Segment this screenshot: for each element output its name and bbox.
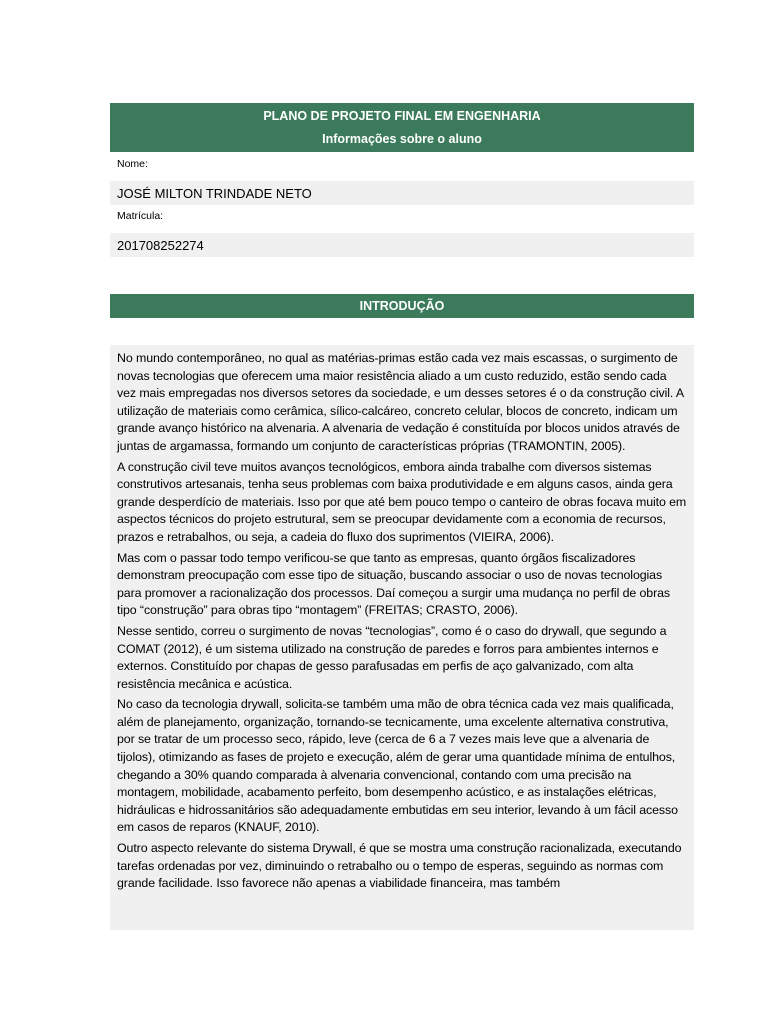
matricula-field <box>110 233 694 257</box>
name-value: JOSÉ MILTON TRINDADE NETO <box>117 186 312 201</box>
intro-paragraph: No caso da tecnologia drywall, solicita-se também uma mão de obra técnica cada vez mais qualificada, além de planejamento, organização, tornando-se tecnicamente, uma excelente alternativa construtiva, por se tratar de um processo seco, rápido, leve (cerca de 6 a 7 vezes mais leve que a alvenaria de tijolos), otimizando as fases de projeto e execução, além de gerar uma quantidade mínima de entulhos, chegando a 30% quando comparada à alvenaria convencional, contando com uma precisão na montagem, mobilidade, acabamento perfeito, bom desempenho acústico, e as instalações elétricas, hidráulicas e hidrossanitários são adequadamente embutidas em seu interior, levando à um fácil acesso em casos de reparos (KNAUF, 2010). <box>117 697 678 835</box>
introduction-body <box>110 345 694 930</box>
matricula-value: 201708252274 <box>117 238 204 253</box>
section-subtitle: Informações sobre o aluno <box>322 132 482 146</box>
intro-paragraph: A construção civil teve muitos avanços tecnológicos, embora ainda trabalhe com diversos sistemas construtivos artesanais, tenha seus problemas com baixa produtividade e em alguns casos, ainda gera grande desperdício de materiais. Isso por que até bem pouco tempo o canteiro de obras focava muito em aspectos técnicos do projeto estrutural, sem se preocupar devidamente com a economia de recursos, prazos e retrabalhos, ou seja, a cadeia do fluxo dos suprimentos (VIEIRA, 2006). <box>117 459 687 544</box>
document-title: PLANO DE PROJETO FINAL EM ENGENHARIA <box>263 109 541 123</box>
intro-paragraph: Outro aspecto relevante do sistema Drywall, é que se mostra uma construção racionalizada, executando tarefas ordenadas por vez, diminuindo o retrabalho ou o tempo de esperas, seguindo as normas com grande facilidade. Isso favorece não apenas a viabilidade financeira, mas também <box>117 841 682 891</box>
intro-paragraph: No mundo contemporâneo, no qual as matérias-primas estão cada vez mais escassas, o surgimento de novas tecnologias que oferecem uma maior resistência aliado a um custo reduzido, estão sendo cada vez mais empregadas nos diversos setores da sociedade, e um desses setores é o da construção civil. A utilização de materiais como cerâmica, sílico-calcáreo, concreto celular, blocos de concreto, indicam um grande avanço histórico na alvenaria. A alvenaria de vedação é constituída por blocos unidos através de juntas de argamassa, formando um conjunto de características próprias (TRAMONTIN, 2005). <box>117 351 684 453</box>
header-band <box>110 103 694 152</box>
matricula-label: Matrícula: <box>117 210 164 222</box>
name-label: Nome: <box>117 158 148 170</box>
introduction-heading: INTRODUÇÃO <box>110 294 694 318</box>
name-field <box>110 181 694 205</box>
intro-paragraph: Mas com o passar todo tempo verificou-se que tanto as empresas, quanto órgãos fiscalizadores demonstram preocupação com esse tipo de situação, buscando associar o uso de novas tecnologias para promover a racionalização dos processos. Daí começou a surgir uma mudança no perfil de obras tipo “construção” para obras tipo “montagem” (FREITAS; CRASTO, 2006). <box>117 550 670 618</box>
intro-paragraph: Nesse sentido, correu o surgimento de novas “tecnologias”, como é o caso do drywall, que segundo a COMAT (2012), é um sistema utilizado na construção de paredes e forros para ambientes internos e externos. Constituído por chapas de gesso parafusadas em perfis de aço galvanizado, com alta resistência mecânica e acústica. <box>117 623 667 691</box>
